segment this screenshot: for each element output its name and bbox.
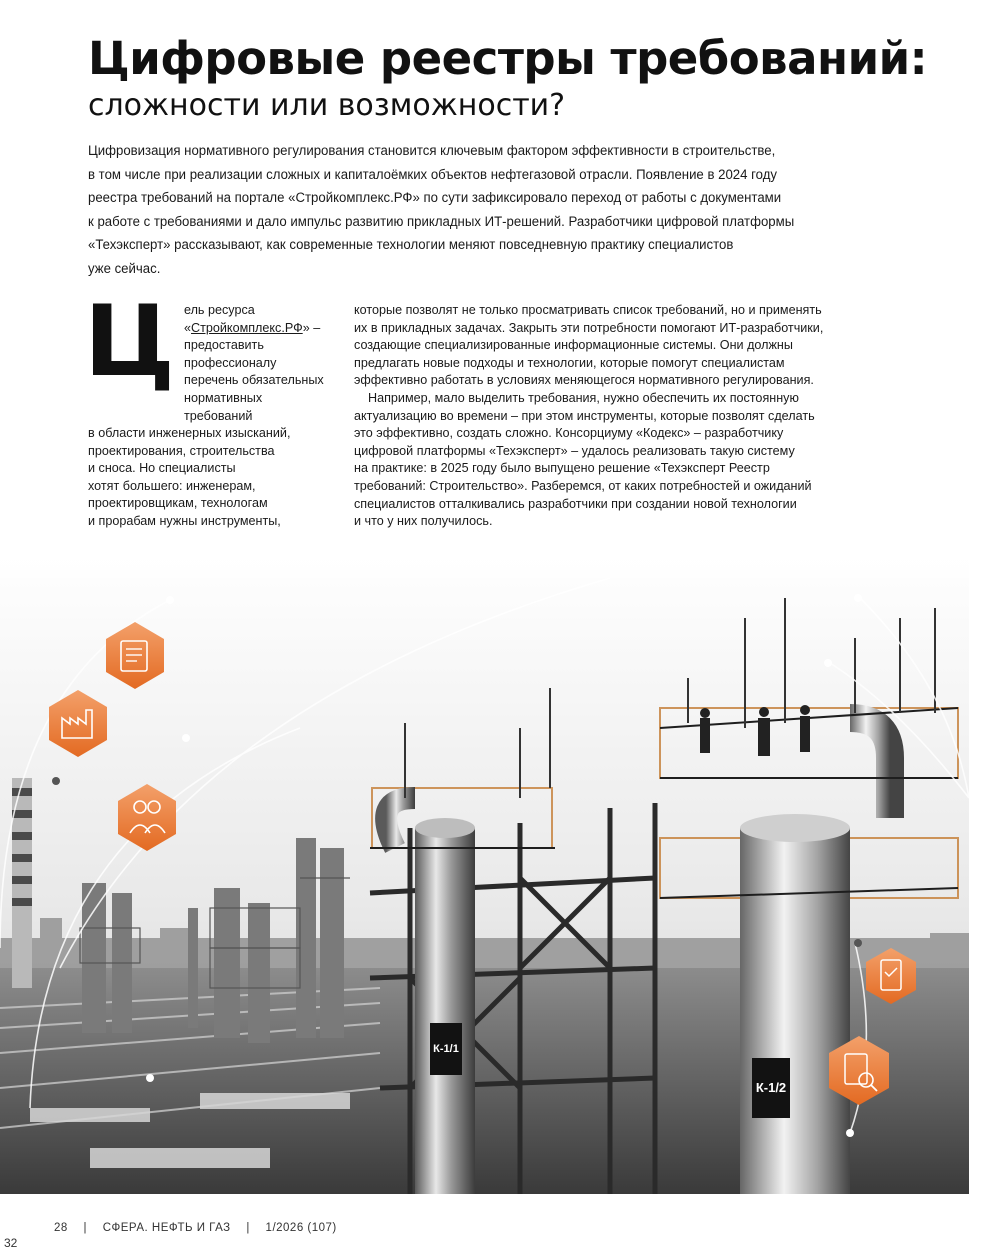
scan-page-number: 32 [4,1236,18,1250]
stroykompleks-link[interactable]: Стройкомплекс.РФ [191,320,303,335]
page-footer [54,1222,337,1234]
body-line: хотят большего: инженерам, [88,478,256,493]
body-line: эффективно работать в условиях меняющегося нормативного регулирования. [354,373,814,388]
body-line: это эффективно, создать сложно. Консорциуму «Кодекс» – разработчику [354,426,784,441]
footer-magazine-name: СФЕРА. НЕФТЬ И ГАЗ [102,1222,231,1234]
body-line: и прорабам нужны инструменты, [88,513,281,528]
body-line: цифровой платформы «Техэксперт» – удалось реализовать такую систему [354,443,795,458]
lead-line: реестра требований на портале «Стройкомплекс.РФ» по сути зафиксировало переход от работы с документами [88,190,782,206]
lead-line: в том числе при реализации сложных и капиталоёмких объектов нефтегазовой отрасли. Появление в 2024 году [88,166,777,183]
body-line: создающие специализированные информационные системы. Они должны [354,338,793,353]
article-subtitle: сложности или возможности? [88,88,566,123]
quote-close: » – [302,320,321,335]
column-label-left: К-1/1 [433,1043,459,1055]
body-line: которые позволят не только просматривать список требований, но и применять [354,303,822,317]
body-line: предлагать новые подходы и технологии, которые помогут специалистам [354,355,785,370]
lead-line: к работе с требованиями и дало импульс развитию прикладных ИТ-решений. Разработчики цифровой платформы [88,213,795,230]
lead-line: «Техэксперт» рассказывают, как современные технологии меняют повседневную практику специалистов [88,237,734,253]
body-line: и что у них получилось. [354,514,493,529]
body-line: требований [184,408,253,423]
body-line: в области инженерных изысканий, [88,426,291,440]
body-line: их в прикладных задачах. Закрыть эти потребности помогают ИТ-разработчики, [354,320,824,335]
body-column-1-bottom [88,425,290,531]
footer-issue: 1/2026 (107) [265,1222,337,1234]
body-line: требований: Строительство». Разберемся, от каких потребностей и ожиданий [354,478,812,493]
body-line: проектирования, строительства [88,443,275,458]
body-line: ель ресурса [184,303,255,317]
body-column-1-top [184,302,324,425]
footer-separator: | [246,1222,250,1234]
footer-page-number: 28 [54,1222,68,1234]
lead-line: Цифровизация нормативного регулирования становится ключевым фактором эффективности в строительстве, [88,143,776,159]
body-line: перечень обязательных [184,373,324,388]
body-line: специалистов отталкивались разработчики при создании новой технологии [354,496,797,511]
body-line [184,320,324,338]
body-column-2 [354,302,823,531]
body-line: нормативных [184,390,263,405]
body-line: профессионалу [184,355,277,370]
body-line: проектировщикам, технологам [88,496,268,511]
body-line: на практике: в 2025 году было выпущено решение «Техэксперт Реестр [354,461,770,476]
lead-line: уже сейчас. [88,260,161,277]
column-label-right: К-1/2 [755,1080,787,1095]
body-line: Например, мало выделить требования, нужно обеспечить их постоянную [368,390,799,405]
body-line: предоставить [184,338,264,353]
body-line: и сноса. Но специалисты [88,461,236,476]
refinery-illustration [0,548,969,1194]
quote-open: « [184,320,192,335]
article-lead [88,140,868,281]
drop-cap: Ц [84,285,175,399]
refinery-photo [0,548,969,1194]
article-title: Цифровые реестры требований: [88,32,928,85]
body-line: актуализацию во времени – при этом инструменты, которые позволят сделать [354,408,815,423]
footer-separator: | [83,1222,87,1234]
